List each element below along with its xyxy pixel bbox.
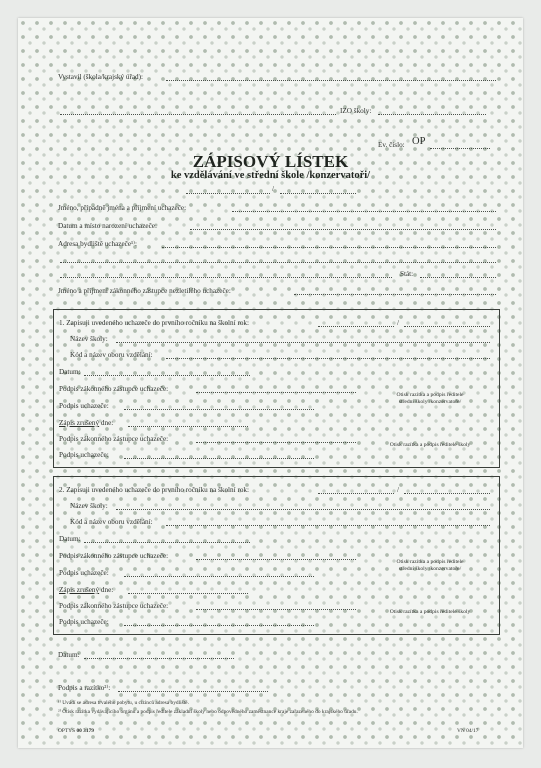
- enroll-1-applicant-sign-field[interactable]: [124, 409, 314, 410]
- issuer-field-line2[interactable]: [60, 114, 336, 115]
- state-label: Stát:: [400, 270, 414, 278]
- name-label: Jméno, případně jména a příjmení uchazeče:: [58, 204, 187, 212]
- izo-field[interactable]: [378, 114, 486, 115]
- enroll-2-stamp-caption: [370, 559, 490, 574]
- enroll-1-slash: /: [397, 319, 399, 327]
- enroll-2-applicant-sign2-label: Podpis uchazeče:: [59, 618, 109, 626]
- form-title: ZÁPISOVÝ LÍSTEK: [192, 152, 349, 171]
- form-version: VN 04/17: [457, 728, 479, 734]
- enroll-1-date-label: Datum:: [59, 368, 81, 376]
- enroll-2-date-field[interactable]: [84, 542, 250, 543]
- cancel-dne: dne:: [99, 586, 114, 594]
- stamp-caption-line2: střední školy /konzervatoře/: [398, 399, 462, 406]
- publisher-code: [58, 729, 94, 734]
- enroll-1-applicant-sign-label: Podpis uchazeče:: [59, 402, 109, 410]
- name-field[interactable]: [232, 211, 496, 212]
- enroll-1-cancel-field[interactable]: [128, 426, 248, 427]
- guardian-field[interactable]: [294, 294, 496, 295]
- form-sheet: [18, 18, 523, 748]
- stamp-caption-line2: střední školy /konzervatoře/: [398, 566, 462, 573]
- enroll-1-guardian-sign2-label: Podpis zákonného zástupce uchazeče:: [59, 435, 169, 443]
- year-field-right[interactable]: [280, 193, 356, 194]
- izo-label: IZO školy:: [340, 107, 372, 115]
- footnote-1: ¹⁾ Uvádí se adresa trvalého pobytu, u cizinců adresa bydliště.: [58, 700, 189, 706]
- cancel-underlined: Zápis zrušený: [59, 419, 100, 427]
- enroll-2-date-label: Datum:: [59, 535, 81, 543]
- address-field-line2[interactable]: [60, 262, 496, 263]
- enroll-1-school-label: Název školy:: [70, 335, 108, 343]
- enroll-1-guardian-sign2-field[interactable]: [196, 442, 356, 443]
- footer-date-field[interactable]: [84, 658, 234, 659]
- stamp-caption-line1: Otisk razítka a podpis ředitele: [396, 559, 464, 565]
- form-subtitle: ke vzdělávání ve střední škole /konzervatoři/: [170, 170, 371, 181]
- enroll-1-field-input[interactable]: [166, 358, 490, 359]
- enroll-2-applicant-sign2-field[interactable]: [124, 625, 314, 626]
- enroll-2-guardian-sign2-field[interactable]: [196, 609, 356, 610]
- enroll-2-school-field[interactable]: [116, 509, 490, 510]
- enroll-1-applicant-sign2-field[interactable]: [124, 458, 314, 459]
- enroll-1-cancel-label: [59, 420, 113, 427]
- address-field[interactable]: [162, 247, 496, 248]
- enroll-2-guardian-sign2-label: Podpis zákonného zástupce uchazeče:: [59, 602, 169, 610]
- year-field-left[interactable]: [186, 193, 270, 194]
- enroll-2-applicant-sign-field[interactable]: [124, 576, 314, 577]
- issuer-label: Vystavil (škola/krajský úřad):: [58, 73, 144, 81]
- cancel-dne: dne:: [99, 419, 114, 427]
- enroll-1-guardian-sign-label: Podpis zákonného zástupce uchazeče:: [59, 385, 169, 393]
- issuer-field[interactable]: [166, 80, 496, 81]
- enroll-2-heading: 2. Zapisuji uvedeného uchazeče do prvního ročníku na školní rok:: [59, 486, 250, 494]
- birth-field[interactable]: [190, 229, 496, 230]
- enroll-1-heading: 1. Zapisuji uvedeného uchazeče do prvního ročníku na školní rok:: [59, 319, 250, 327]
- address-label: Adresa bydliště uchazeče¹⁾:: [58, 240, 137, 248]
- enroll-2-field-label: Kód a název oboru vzdělání:: [70, 518, 153, 526]
- enroll-1-year-right[interactable]: [404, 326, 490, 327]
- footer-date-label: Datum:: [58, 651, 80, 659]
- state-field[interactable]: [420, 277, 496, 278]
- footer-signature-field[interactable]: [118, 691, 268, 692]
- cancel-underlined: Zápis zrušený: [59, 586, 100, 594]
- enroll-1-guardian-sign-field[interactable]: [196, 392, 356, 393]
- year-slash: /: [272, 185, 274, 193]
- address-field-line3[interactable]: [60, 277, 392, 278]
- footer-signature-label: Podpis a razítko²⁾:: [58, 684, 111, 692]
- enroll-1-stamp-caption: [370, 392, 490, 407]
- enroll-2-slash: /: [397, 486, 399, 494]
- enroll-1-stamp2-caption: Otisk razítka a podpis ředitele školy: [389, 442, 471, 448]
- footnote-2: ²⁾ Otisk razítka vydávajícího orgánu a podpis ředitele základní školy nebo odpovědného zaměstnance kraje zařazeného do krajského úřadu.: [58, 709, 358, 715]
- op-code: OP: [412, 136, 426, 147]
- stamp-caption-line1: Otisk razítka a podpis ředitele: [396, 392, 464, 398]
- enroll-2-year-right[interactable]: [404, 493, 490, 494]
- enroll-1-school-field[interactable]: [116, 342, 490, 343]
- enroll-2-stamp2-caption: Otisk razítka a podpis ředitele školy: [389, 609, 471, 615]
- enroll-2-guardian-sign-field[interactable]: [196, 559, 356, 560]
- ev-cislo-field[interactable]: [430, 148, 490, 149]
- enroll-1-field-label: Kód a název oboru vzdělání:: [70, 351, 153, 359]
- publisher-name: OPTYS: [58, 728, 77, 734]
- enroll-2-applicant-sign-label: Podpis uchazeče:: [59, 569, 109, 577]
- enroll-2-cancel-field[interactable]: [128, 593, 248, 594]
- enroll-1-date-field[interactable]: [84, 375, 250, 376]
- guardian-label: Jméno a příjmení zákonného zástupce nezletilého uchazeče:: [58, 287, 231, 295]
- enroll-2-guardian-sign-label: Podpis zákonného zástupce uchazeče:: [59, 552, 169, 560]
- enroll-2-year-left[interactable]: [318, 493, 394, 494]
- ev-cislo-label: Ev. číslo:: [378, 141, 405, 149]
- enroll-1-applicant-sign2-label: Podpis uchazeče:: [59, 451, 109, 459]
- enroll-1-year-left[interactable]: [318, 326, 394, 327]
- enroll-2-field-input[interactable]: [166, 525, 490, 526]
- publisher-number: 00 3179: [76, 728, 94, 734]
- birth-label: Datum a místo narození uchazeče:: [58, 222, 157, 230]
- enroll-2-cancel-label: [59, 587, 113, 594]
- enroll-2-school-label: Název školy:: [70, 502, 108, 510]
